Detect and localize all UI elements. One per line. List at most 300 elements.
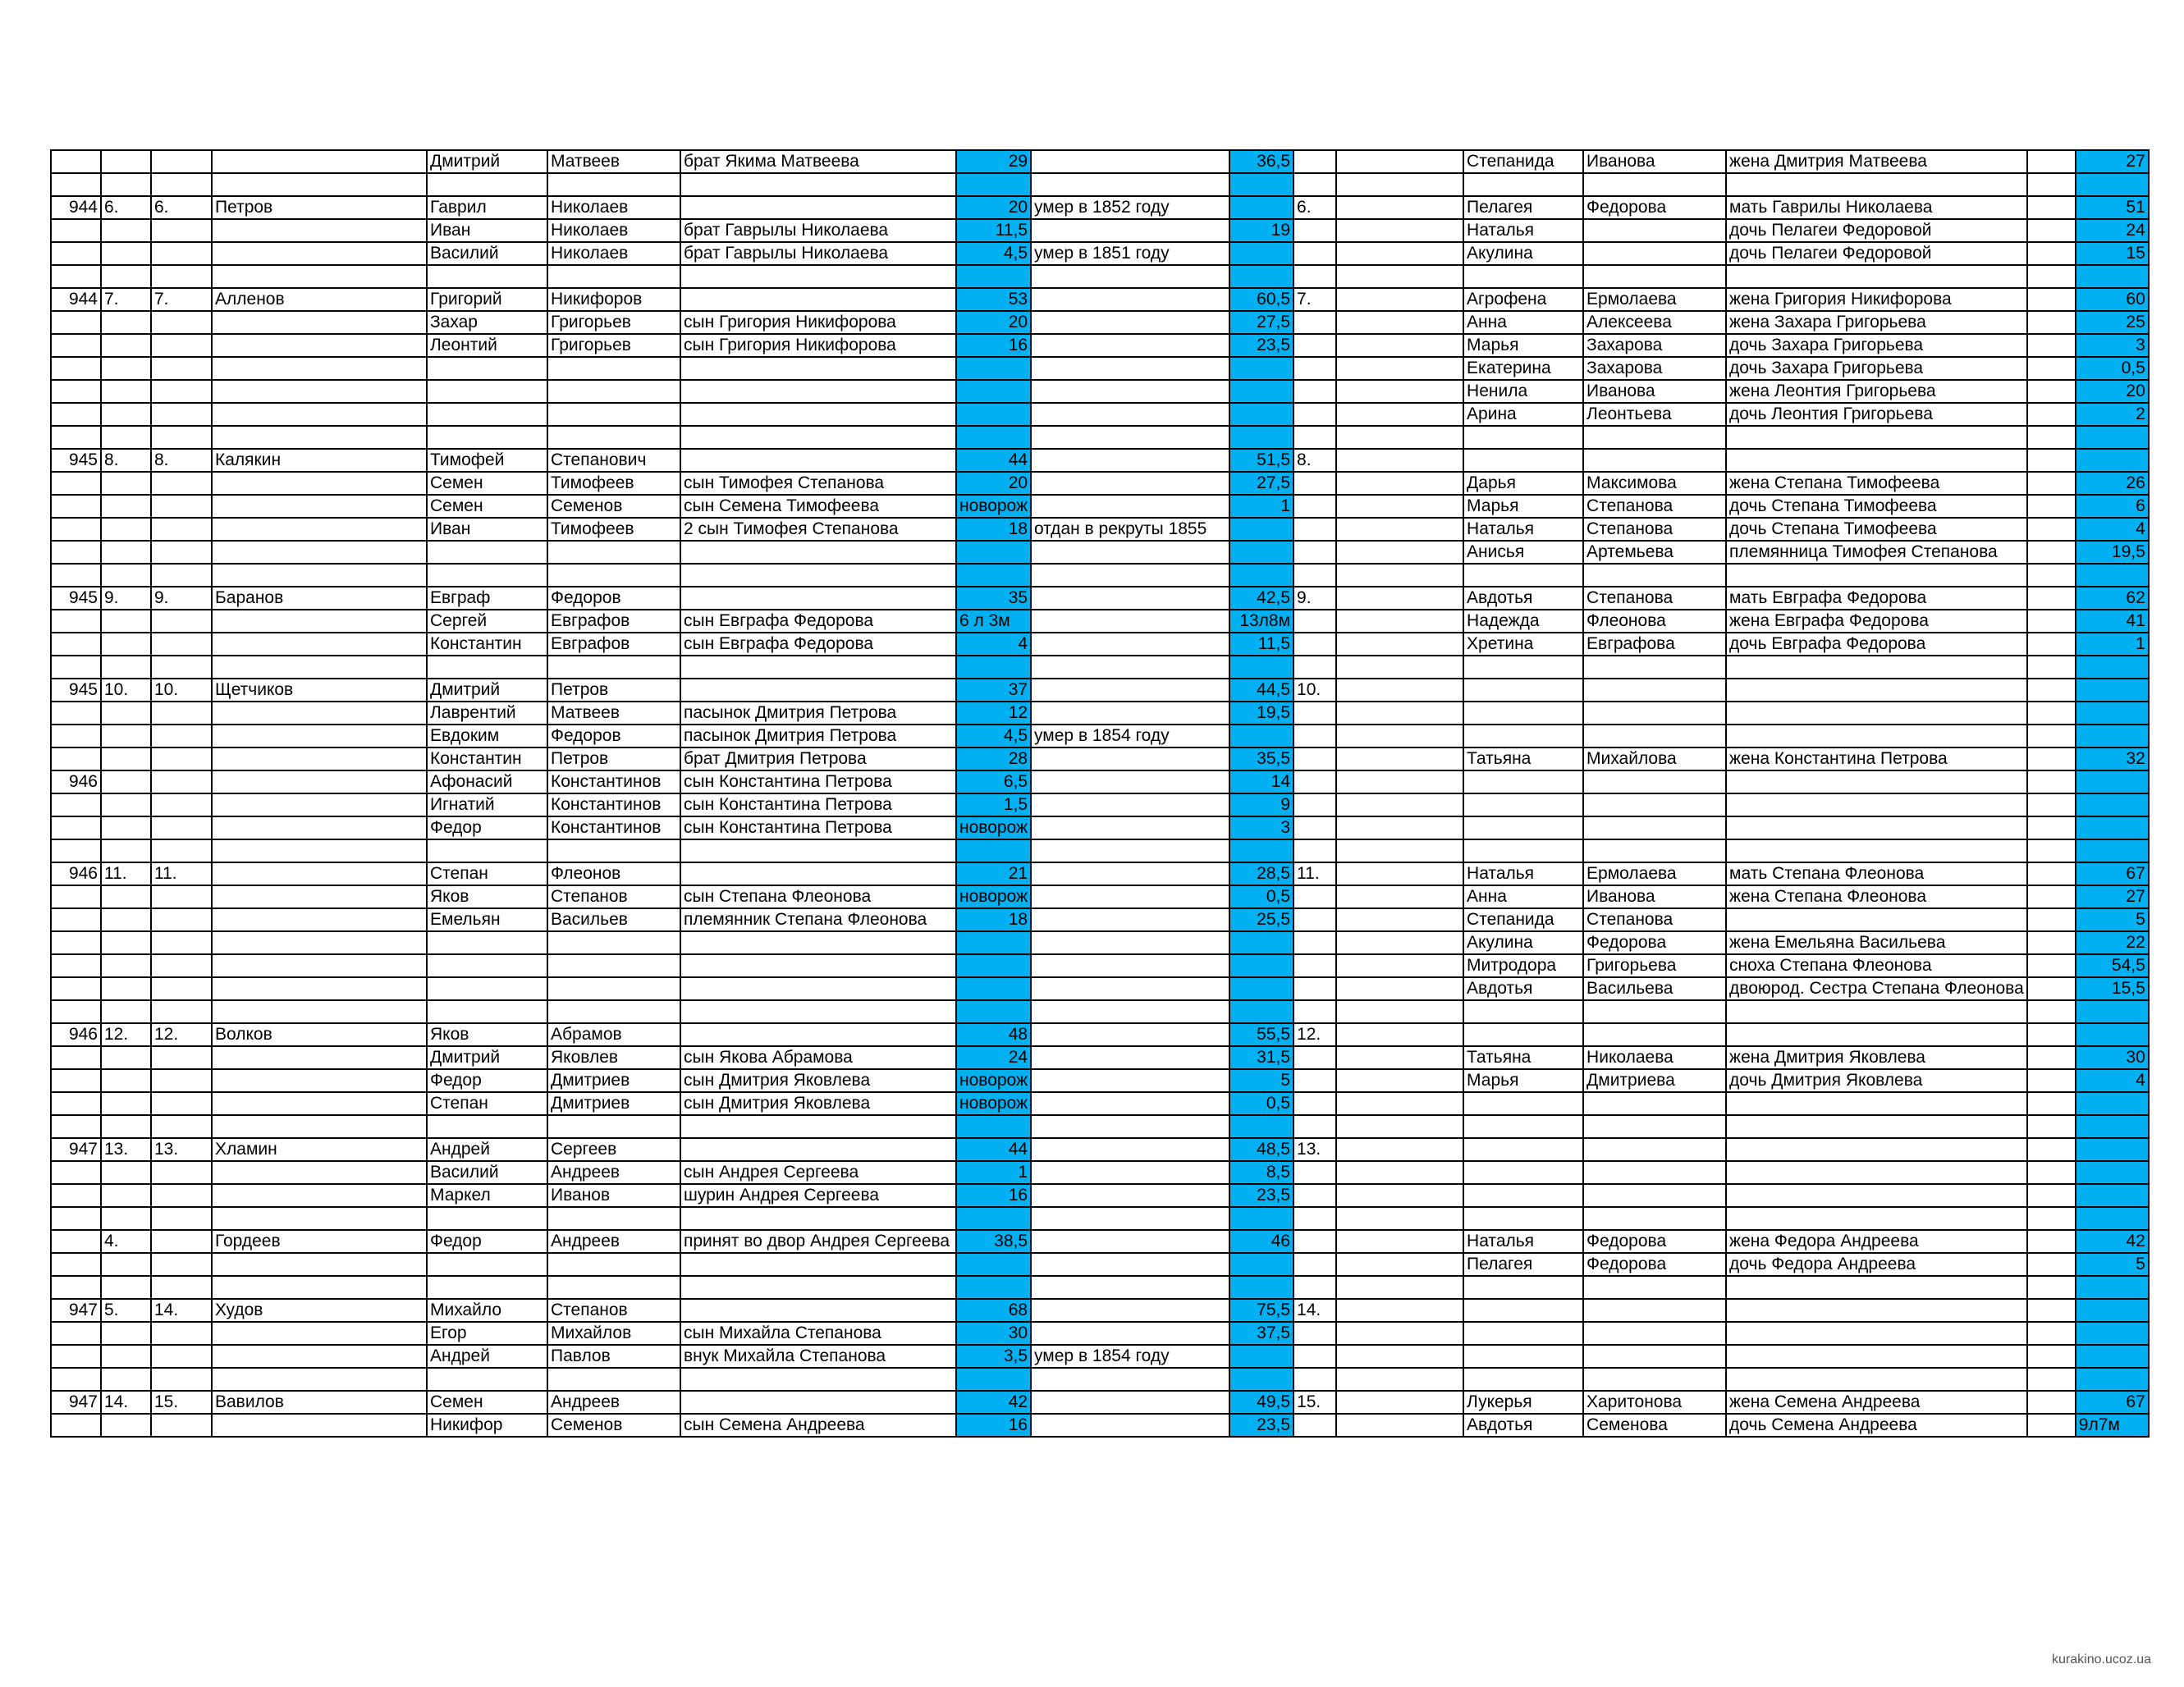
table-cell	[1336, 954, 1463, 977]
table-cell: Наталья	[1463, 1230, 1583, 1253]
table-cell: 10.	[151, 679, 212, 702]
table-cell: Авдотья	[1463, 977, 1583, 1000]
table-cell	[1583, 1368, 1726, 1391]
table-cell	[2027, 426, 2076, 449]
table-cell	[212, 380, 427, 403]
table-cell: сын Григория Никифорова	[680, 311, 956, 334]
table-cell: жена Степана Тимофеева	[1726, 472, 2027, 495]
table-cell	[1293, 816, 1336, 839]
table-cell	[680, 564, 956, 587]
table-cell: 23,5	[1229, 1414, 1293, 1437]
table-row	[51, 656, 2149, 679]
table-row	[51, 816, 2149, 839]
table-cell	[1031, 1023, 1229, 1046]
table-cell	[212, 908, 427, 931]
table-cell	[101, 1414, 151, 1437]
table-cell: 9л7м	[2076, 1414, 2149, 1437]
table-cell: 29	[956, 150, 1031, 173]
table-cell: Петров	[547, 747, 680, 770]
table-cell	[1031, 311, 1229, 334]
table-cell	[1229, 541, 1293, 564]
table-cell: Акулина	[1463, 242, 1583, 265]
table-cell	[680, 954, 956, 977]
table-cell: 7.	[101, 288, 151, 311]
table-cell	[212, 265, 427, 288]
table-cell: сын Дмитрия Яковлева	[680, 1092, 956, 1115]
table-cell: умер в 1851 году	[1031, 242, 1229, 265]
table-cell	[1336, 747, 1463, 770]
table-cell	[2027, 449, 2076, 472]
table-cell	[1031, 173, 1229, 196]
table-cell	[956, 380, 1031, 403]
table-cell	[2076, 839, 2149, 862]
table-cell	[1293, 1184, 1336, 1207]
table-cell	[2076, 1184, 2149, 1207]
table-cell	[1726, 908, 2027, 931]
table-cell	[956, 1207, 1031, 1230]
table-cell	[101, 633, 151, 656]
table-cell	[212, 1069, 427, 1092]
table-cell: 19,5	[1229, 702, 1293, 725]
table-cell: Наталья	[1463, 219, 1583, 242]
table-cell	[1336, 242, 1463, 265]
table-cell	[2027, 908, 2076, 931]
table-cell	[212, 1253, 427, 1276]
table-cell: 22	[2076, 931, 2149, 954]
table-cell	[1336, 885, 1463, 908]
table-cell	[427, 839, 547, 862]
table-cell	[101, 357, 151, 380]
table-cell	[101, 747, 151, 770]
table-cell	[1726, 725, 2027, 747]
table-cell: 24	[956, 1046, 1031, 1069]
table-cell	[1336, 541, 1463, 564]
table-cell	[212, 1276, 427, 1299]
table-cell	[1583, 564, 1726, 587]
table-cell	[2027, 541, 2076, 564]
table-cell	[101, 173, 151, 196]
table-cell	[2027, 839, 2076, 862]
table-cell	[1336, 426, 1463, 449]
table-cell	[1293, 1276, 1336, 1299]
table-cell	[1229, 265, 1293, 288]
table-cell	[2027, 196, 2076, 219]
table-cell	[2027, 380, 2076, 403]
table-cell: принят во двор Андрея Сергеева	[680, 1230, 956, 1253]
table-cell	[1336, 977, 1463, 1000]
table-cell: мать Евграфа Федорова	[1726, 587, 2027, 610]
table-cell	[1229, 1276, 1293, 1299]
table-cell	[151, 725, 212, 747]
table-cell: Степанида	[1463, 908, 1583, 931]
table-cell	[101, 541, 151, 564]
table-row	[51, 954, 2149, 977]
table-cell	[1031, 1000, 1229, 1023]
table-cell	[547, 1368, 680, 1391]
table-cell	[1031, 862, 1229, 885]
table-cell: 11.	[151, 862, 212, 885]
table-row	[51, 150, 2149, 173]
table-cell	[2027, 288, 2076, 311]
table-cell	[151, 1368, 212, 1391]
table-cell	[1293, 1345, 1336, 1368]
table-row	[51, 449, 2149, 472]
table-row	[51, 288, 2149, 311]
table-cell	[2027, 747, 2076, 770]
table-cell	[2076, 1368, 2149, 1391]
table-cell: Флеонов	[547, 862, 680, 885]
table-cell	[2076, 1207, 2149, 1230]
table-cell	[1293, 426, 1336, 449]
table-cell	[1583, 1345, 1726, 1368]
table-cell: пасынок Дмитрия Петрова	[680, 725, 956, 747]
table-cell: Захар	[427, 311, 547, 334]
table-cell	[1031, 679, 1229, 702]
table-cell	[1031, 1253, 1229, 1276]
table-cell	[2027, 1207, 2076, 1230]
table-cell	[427, 954, 547, 977]
table-cell: 944	[51, 196, 101, 219]
table-cell	[151, 1161, 212, 1184]
table-cell	[1229, 977, 1293, 1000]
table-cell	[151, 541, 212, 564]
table-cell	[2027, 679, 2076, 702]
table-cell: 9	[1229, 793, 1293, 816]
table-cell	[1229, 196, 1293, 219]
table-cell	[51, 1230, 101, 1253]
table-cell	[2076, 793, 2149, 816]
table-cell	[1463, 1092, 1583, 1115]
table-cell: Василий	[427, 242, 547, 265]
table-cell: Семенова	[1583, 1414, 1726, 1437]
table-row	[51, 564, 2149, 587]
table-cell	[2027, 1000, 2076, 1023]
table-cell	[427, 173, 547, 196]
table-cell	[1293, 265, 1336, 288]
table-row	[51, 725, 2149, 747]
table-cell	[427, 1207, 547, 1230]
table-cell	[1583, 679, 1726, 702]
table-cell: брат Гаврылы Николаева	[680, 242, 956, 265]
table-cell: 42	[2076, 1230, 2149, 1253]
table-cell	[212, 862, 427, 885]
table-cell	[547, 839, 680, 862]
table-cell	[427, 1276, 547, 1299]
table-cell	[212, 472, 427, 495]
table-cell	[151, 564, 212, 587]
table-cell: 44	[956, 449, 1031, 472]
table-cell	[1293, 839, 1336, 862]
table-cell	[212, 173, 427, 196]
table-cell: 7.	[1293, 288, 1336, 311]
table-cell: Иванов	[547, 1184, 680, 1207]
table-cell	[101, 931, 151, 954]
table-cell: Семен	[427, 472, 547, 495]
census-table	[50, 149, 2150, 1438]
table-row	[51, 518, 2149, 541]
table-cell	[2027, 1161, 2076, 1184]
table-cell	[101, 610, 151, 633]
table-cell	[51, 908, 101, 931]
table-cell	[2027, 1115, 2076, 1138]
table-cell: 27	[2076, 885, 2149, 908]
table-cell	[680, 587, 956, 610]
table-cell	[1336, 1115, 1463, 1138]
table-cell	[212, 541, 427, 564]
table-cell	[1336, 1322, 1463, 1345]
table-cell	[1726, 816, 2027, 839]
table-cell: Васильев	[547, 908, 680, 931]
table-cell	[151, 770, 212, 793]
table-cell	[1726, 1299, 2027, 1322]
table-cell: сын Евграфа Федорова	[680, 610, 956, 633]
table-cell	[101, 150, 151, 173]
table-cell	[1583, 426, 1726, 449]
table-cell	[1293, 977, 1336, 1000]
table-cell: дочь Степана Тимофеева	[1726, 518, 2027, 541]
table-row	[51, 1207, 2149, 1230]
table-cell: Константинов	[547, 816, 680, 839]
table-cell: шурин Андрея Сергеева	[680, 1184, 956, 1207]
table-cell	[1583, 702, 1726, 725]
table-cell: сын Григория Никифорова	[680, 334, 956, 357]
table-cell: Дарья	[1463, 472, 1583, 495]
table-cell: 49,5	[1229, 1391, 1293, 1414]
table-cell	[1583, 1299, 1726, 1322]
table-cell: новорож	[956, 885, 1031, 908]
table-cell	[101, 702, 151, 725]
table-cell	[1229, 1345, 1293, 1368]
table-cell	[956, 357, 1031, 380]
table-cell: 16	[956, 334, 1031, 357]
table-cell: 0,5	[1229, 1092, 1293, 1115]
table-cell	[101, 334, 151, 357]
table-row	[51, 862, 2149, 885]
table-cell	[51, 1069, 101, 1092]
table-cell	[1293, 633, 1336, 656]
table-cell: Семенов	[547, 495, 680, 518]
table-cell	[1336, 311, 1463, 334]
table-cell: Степанова	[1583, 495, 1726, 518]
table-cell	[1336, 518, 1463, 541]
table-cell: 60	[2076, 288, 2149, 311]
table-cell	[1726, 1184, 2027, 1207]
table-cell	[547, 380, 680, 403]
table-cell: Игнатий	[427, 793, 547, 816]
table-cell	[1726, 1207, 2027, 1230]
table-cell	[1293, 1115, 1336, 1138]
table-cell	[1293, 334, 1336, 357]
table-cell	[1583, 265, 1726, 288]
table-cell	[51, 725, 101, 747]
table-cell	[2027, 173, 2076, 196]
table-cell	[2076, 1138, 2149, 1161]
table-cell: 4	[956, 633, 1031, 656]
table-cell	[151, 1092, 212, 1115]
table-cell	[1336, 1023, 1463, 1046]
table-cell: 20	[956, 196, 1031, 219]
table-cell: Сергеев	[547, 1138, 680, 1161]
table-cell: 8.	[151, 449, 212, 472]
table-cell	[427, 265, 547, 288]
table-cell: Яков	[427, 1023, 547, 1046]
table-cell	[680, 403, 956, 426]
table-cell	[680, 265, 956, 288]
table-cell	[2027, 816, 2076, 839]
table-cell	[51, 839, 101, 862]
table-row	[51, 679, 2149, 702]
table-cell	[151, 1069, 212, 1092]
table-cell	[212, 1161, 427, 1184]
table-row	[51, 242, 2149, 265]
table-cell: племянник Степана Флеонова	[680, 908, 956, 931]
table-cell	[212, 747, 427, 770]
table-cell	[2076, 564, 2149, 587]
table-cell: 14.	[151, 1299, 212, 1322]
table-cell: 18	[956, 518, 1031, 541]
table-cell	[151, 1184, 212, 1207]
table-row	[51, 1138, 2149, 1161]
table-cell: 1	[2076, 633, 2149, 656]
table-cell	[1293, 1161, 1336, 1184]
table-cell	[1726, 793, 2027, 816]
table-cell: 6.	[1293, 196, 1336, 219]
table-cell	[1031, 656, 1229, 679]
table-cell: Степанида	[1463, 150, 1583, 173]
table-cell	[51, 610, 101, 633]
table-cell	[151, 150, 212, 173]
table-row	[51, 357, 2149, 380]
table-cell	[151, 265, 212, 288]
table-cell	[956, 426, 1031, 449]
table-cell	[2027, 1299, 2076, 1322]
table-cell	[212, 1184, 427, 1207]
table-cell	[51, 541, 101, 564]
table-cell: 13л8м	[1229, 610, 1293, 633]
table-cell	[1726, 173, 2027, 196]
table-cell	[101, 816, 151, 839]
table-cell	[1583, 816, 1726, 839]
table-cell	[1031, 403, 1229, 426]
table-cell: 37	[956, 679, 1031, 702]
table-cell: Анна	[1463, 311, 1583, 334]
table-cell: дочь Семена Андреева	[1726, 1414, 2027, 1437]
table-cell	[101, 885, 151, 908]
table-cell	[1336, 1276, 1463, 1299]
table-cell	[212, 403, 427, 426]
table-cell	[1583, 1023, 1726, 1046]
table-cell	[1336, 1414, 1463, 1437]
table-cell	[212, 150, 427, 173]
table-cell	[151, 173, 212, 196]
table-cell	[1336, 357, 1463, 380]
table-cell	[1726, 1322, 2027, 1345]
table-cell	[101, 793, 151, 816]
table-cell: Петров	[547, 679, 680, 702]
table-cell	[212, 793, 427, 816]
table-cell	[680, 1368, 956, 1391]
table-cell	[51, 150, 101, 173]
table-cell	[427, 931, 547, 954]
table-cell	[956, 1253, 1031, 1276]
table-cell	[151, 633, 212, 656]
table-cell: Наталья	[1463, 862, 1583, 885]
table-cell	[1031, 1092, 1229, 1115]
table-row	[51, 1115, 2149, 1138]
table-cell: брат Гаврылы Николаева	[680, 219, 956, 242]
table-cell	[1336, 931, 1463, 954]
table-cell: Дмитриева	[1583, 1069, 1726, 1092]
table-cell	[1463, 1207, 1583, 1230]
table-cell	[151, 793, 212, 816]
table-cell: Ермолаева	[1583, 288, 1726, 311]
table-cell: дочь Федора Андреева	[1726, 1253, 2027, 1276]
table-cell: 4	[2076, 518, 2149, 541]
table-cell: Федоров	[547, 725, 680, 747]
table-cell	[1583, 1092, 1726, 1115]
table-cell: Матвеев	[547, 150, 680, 173]
table-cell	[2027, 334, 2076, 357]
table-cell: 2 сын Тимофея Степанова	[680, 518, 956, 541]
table-cell	[1293, 954, 1336, 977]
table-row	[51, 1000, 2149, 1023]
table-cell	[1031, 1368, 1229, 1391]
table-cell	[151, 1345, 212, 1368]
table-cell	[2027, 656, 2076, 679]
table-cell: 8.	[1293, 449, 1336, 472]
table-cell: 14.	[1293, 1299, 1336, 1322]
table-cell	[1293, 931, 1336, 954]
table-cell	[151, 839, 212, 862]
table-cell: Павлов	[547, 1345, 680, 1368]
table-cell	[51, 403, 101, 426]
table-cell: сын Михайла Степанова	[680, 1322, 956, 1345]
table-cell	[2027, 1230, 2076, 1253]
table-cell: 12.	[101, 1023, 151, 1046]
table-cell	[101, 518, 151, 541]
table-cell: Константинов	[547, 770, 680, 793]
table-cell	[1031, 702, 1229, 725]
table-cell	[51, 702, 101, 725]
table-cell	[212, 334, 427, 357]
table-cell	[2027, 1414, 2076, 1437]
table-cell: 5.	[101, 1299, 151, 1322]
table-cell	[51, 495, 101, 518]
table-cell	[1336, 265, 1463, 288]
table-cell	[151, 1414, 212, 1437]
table-cell	[101, 1368, 151, 1391]
table-cell	[2027, 610, 2076, 633]
table-cell: 12	[956, 702, 1031, 725]
table-cell	[151, 1276, 212, 1299]
table-cell	[427, 564, 547, 587]
table-cell	[101, 1092, 151, 1115]
table-cell	[212, 495, 427, 518]
table-cell: Васильева	[1583, 977, 1726, 1000]
table-cell	[1583, 219, 1726, 242]
table-cell: Анна	[1463, 885, 1583, 908]
table-cell	[1336, 1299, 1463, 1322]
table-cell: жена Дмитрия Матвеева	[1726, 150, 2027, 173]
table-cell: Наталья	[1463, 518, 1583, 541]
table-cell: Евграф	[427, 587, 547, 610]
table-cell: 6.	[101, 196, 151, 219]
table-cell	[1031, 334, 1229, 357]
table-cell: 11,5	[1229, 633, 1293, 656]
table-cell	[680, 1253, 956, 1276]
table-cell	[1336, 679, 1463, 702]
table-cell	[51, 173, 101, 196]
